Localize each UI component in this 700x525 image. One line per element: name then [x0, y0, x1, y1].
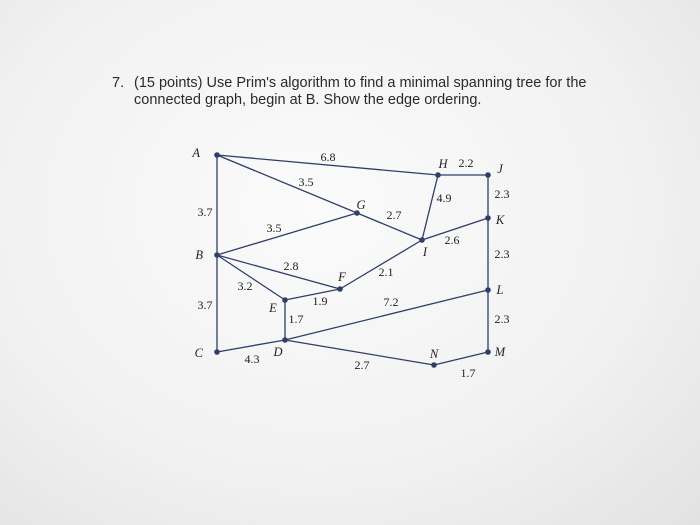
edge-weights: [198, 150, 510, 380]
edge-A-G: [217, 155, 357, 213]
vertex-label-G: G: [356, 198, 366, 212]
edge-weight-B-C: 3.7: [197, 298, 213, 312]
vertex-B: [214, 252, 220, 258]
edge-B-E: [217, 255, 285, 300]
vertex-A: [214, 152, 220, 158]
vertex-labels: [191, 146, 505, 361]
edge-weight-F-I: 2.1: [378, 265, 394, 279]
problem-text-line-2: connected graph, begin at B. Show the edge ordering.: [134, 92, 482, 108]
edge-weight-L-M: 2.3: [494, 312, 510, 326]
edge-weight-A-B: 3.7: [197, 205, 213, 219]
edge-weight-B-F: 2.8: [283, 259, 299, 273]
vertex-label-F: F: [338, 270, 346, 284]
vertex-label-D: D: [273, 345, 283, 359]
edge-weight-D-L: 7.2: [383, 295, 399, 309]
vertex-E: [282, 297, 288, 303]
edge-weight-G-I: 2.7: [386, 208, 402, 222]
vertex-label-J: J: [497, 162, 503, 176]
edge-weight-I-K: 2.6: [444, 233, 460, 247]
problem-number: 7.: [112, 75, 125, 91]
edge-N-M: [434, 352, 488, 365]
vertex-label-E: E: [269, 301, 277, 315]
vertex-F: [337, 286, 343, 292]
vertex-label-C: C: [194, 346, 203, 360]
vertex-H: [435, 172, 441, 178]
edge-weight-H-J: 2.2: [458, 156, 474, 170]
edge-weight-D-N: 2.7: [354, 358, 370, 372]
edge-weight-A-H: 6.8: [320, 150, 336, 164]
graph-edges: [217, 155, 488, 365]
edge-weight-K-L: 2.3: [494, 247, 510, 261]
edge-B-G: [217, 213, 357, 255]
edge-weight-J-K: 2.3: [494, 187, 510, 201]
vertex-label-B: B: [195, 248, 203, 262]
vertex-label-A: A: [192, 146, 200, 160]
vertex-M: [485, 349, 491, 355]
vertex-K: [485, 215, 491, 221]
vertex-label-N: N: [429, 347, 439, 361]
vertex-J: [485, 172, 491, 178]
vertex-label-K: K: [495, 213, 505, 227]
edge-weight-E-D: 1.7: [288, 312, 304, 326]
vertex-label-L: L: [496, 283, 504, 297]
edge-B-F: [217, 255, 340, 289]
edge-weight-E-F: 1.9: [312, 294, 328, 308]
problem-text-line-1: (15 points) Use Prim's algorithm to find a minimal spanning tree for the: [134, 75, 587, 91]
edge-weight-B-G: 3.5: [266, 221, 282, 235]
vertex-D: [282, 337, 288, 343]
edge-weight-N-M: 1.7: [460, 366, 476, 380]
graph-vertices: [214, 152, 491, 368]
edge-weight-H-I: 4.9: [436, 191, 452, 205]
vertex-label-H: H: [438, 157, 448, 171]
edge-weight-B-E: 3.2: [237, 279, 253, 293]
edge-weight-A-G: 3.5: [298, 175, 314, 189]
edge-weight-C-D: 4.3: [244, 352, 260, 366]
vertex-L: [485, 287, 491, 293]
edge-H-I: [422, 175, 438, 240]
vertex-I: [419, 237, 425, 243]
vertex-label-M: M: [494, 345, 506, 359]
vertex-N: [431, 362, 437, 368]
vertex-label-I: I: [422, 245, 428, 259]
vertex-C: [214, 349, 220, 355]
